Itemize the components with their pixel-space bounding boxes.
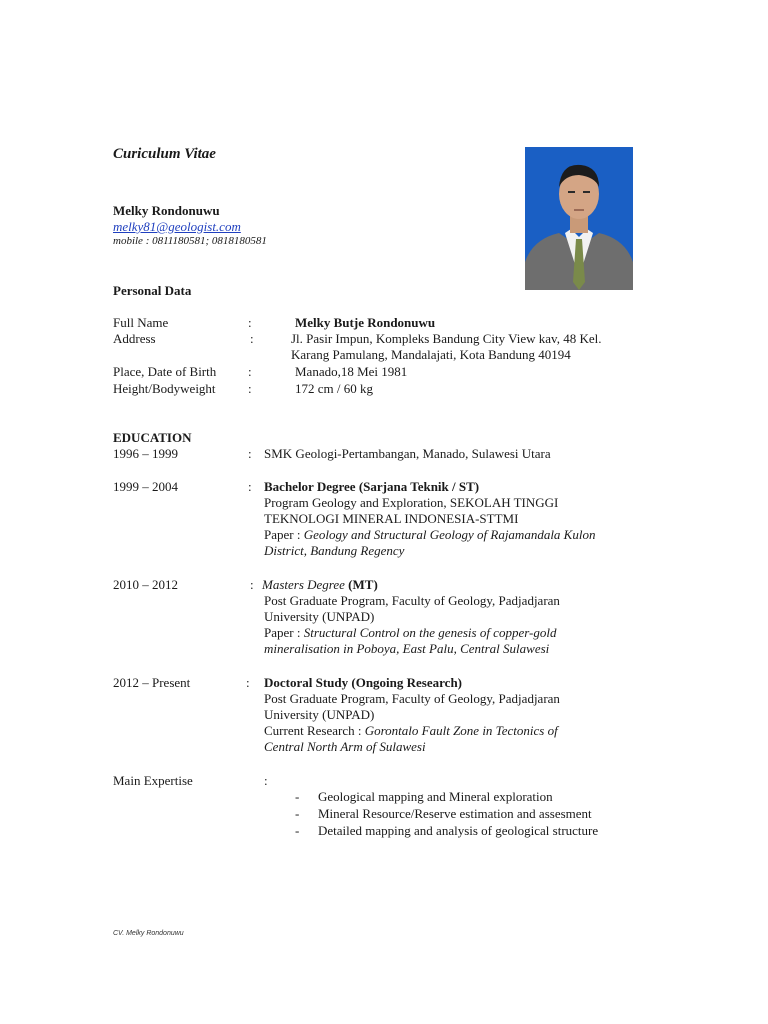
education-period: 2012 – Present xyxy=(113,675,191,690)
paper-title-cont: District, Bandung Regency xyxy=(264,543,405,558)
colon: : xyxy=(248,479,252,494)
degree-name: Masters Degree xyxy=(262,577,349,592)
bullet-dash: - xyxy=(295,789,300,804)
personal-data-heading: Personal Data xyxy=(113,283,192,298)
paper-label: Paper : xyxy=(264,625,304,640)
address-line-1: Jl. Pasir Impun, Kompleks Bandung City View kav, 48 Kel. xyxy=(291,331,602,346)
research-line xyxy=(264,723,558,739)
education-heading: EDUCATION xyxy=(113,430,192,445)
education-period: 1999 – 2004 xyxy=(113,479,178,494)
bullet-dash: - xyxy=(295,806,300,821)
page-footer: CV. Melky Rondonuwu xyxy=(113,930,184,937)
research-title: Gorontalo Fault Zone in Tectonics of xyxy=(364,723,558,738)
paper-line xyxy=(264,527,595,543)
institution-line: University (UNPAD) xyxy=(264,707,375,722)
colon: : xyxy=(246,675,250,690)
institution-line: TEKNOLOGI MINERAL INDONESIA-STTMI xyxy=(264,511,519,526)
portrait-image xyxy=(525,147,633,290)
colon: : xyxy=(250,331,254,346)
expertise-item: Geological mapping and Mineral exploration xyxy=(318,789,553,804)
program-line: Program Geology and Exploration, SEKOLAH TINGGI xyxy=(264,495,559,510)
email-link[interactable]: melky81@geologist.com xyxy=(113,219,241,234)
colon: : xyxy=(264,773,268,788)
research-title-cont: Central North Arm of Sulawesi xyxy=(264,739,426,754)
expertise-item: Mineral Resource/Reserve estimation and assesment xyxy=(318,806,592,821)
education-period: 1996 – 1999 xyxy=(113,446,178,461)
program-line: Post Graduate Program, Faculty of Geology, Padjadjaran xyxy=(264,691,560,706)
degree-title xyxy=(262,577,378,593)
document-title: Curiculum Vitae xyxy=(113,146,216,162)
colon: : xyxy=(248,364,252,379)
degree-title: Bachelor Degree (Sarjana Teknik / ST) xyxy=(264,479,480,494)
address-label: Address xyxy=(113,331,156,346)
colon: : xyxy=(248,446,252,461)
paper-label: Paper : xyxy=(264,527,304,542)
degree-title: Doctoral Study (Ongoing Research) xyxy=(264,675,463,690)
mobile-numbers: mobile : 0811180581; 0818180581 xyxy=(113,235,267,247)
address-line-2: Karang Pamulang, Mandalajati, Kota Bandung 40194 xyxy=(291,347,571,362)
education-school: SMK Geologi-Pertambangan, Manado, Sulawesi Utara xyxy=(264,446,551,461)
applicant-name: Melky Rondonuwu xyxy=(113,203,220,218)
paper-title: Structural Control on the genesis of copper-gold xyxy=(303,625,557,640)
paper-line xyxy=(264,625,556,641)
full-name-value: Melky Butje Rondonuwu xyxy=(295,315,436,330)
expertise-item: Detailed mapping and analysis of geological structure xyxy=(318,823,599,838)
full-name-label: Full Name xyxy=(113,315,169,330)
colon: : xyxy=(248,315,252,330)
education-period: 2010 – 2012 xyxy=(113,577,178,592)
paper-title: Geology and Structural Geology of Rajamandala Kulon xyxy=(303,527,596,542)
main-expertise-label: Main Expertise xyxy=(113,773,193,788)
height-label: Height/Bodyweight xyxy=(113,381,216,396)
colon: : xyxy=(248,381,252,396)
colon: : xyxy=(250,577,254,592)
birth-label: Place, Date of Birth xyxy=(113,364,217,379)
birth-value: Manado,18 Mei 1981 xyxy=(295,364,408,379)
program-line: Post Graduate Program, Faculty of Geology, Padjadjaran xyxy=(264,593,560,608)
degree-abbrev: (MT) xyxy=(348,577,378,592)
height-value: 172 cm / 60 kg xyxy=(295,381,373,396)
bullet-dash: - xyxy=(295,823,300,838)
institution-line: University (UNPAD) xyxy=(264,609,375,624)
paper-title-cont: mineralisation in Poboya, East Palu, Central Sulawesi xyxy=(264,641,550,656)
profile-photo xyxy=(525,147,633,290)
research-label: Current Research : xyxy=(264,723,365,738)
